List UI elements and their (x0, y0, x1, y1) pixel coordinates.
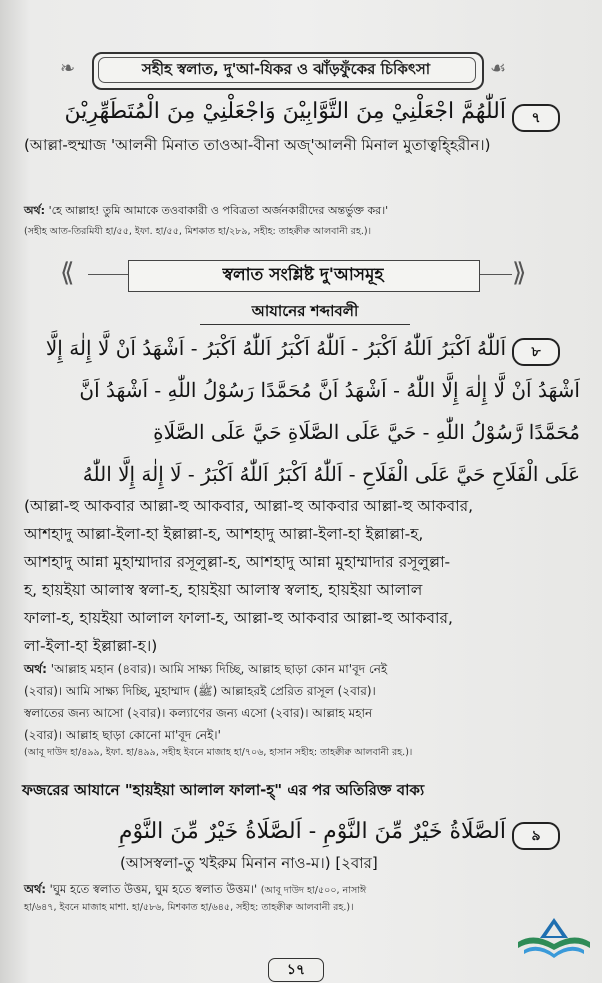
item-number-badge: ৯ (512, 822, 560, 850)
arabic-adhan-line: اَشْهَدُ اَنْ لَّا إِلٰهَ إِلَّا اللّٰهُ - اَشْهَدُ اَنَّ مُحَمَّدًا رَسُوْلُ اللّٰهِ - اَشْهَدُ اَنَّ (79, 378, 580, 402)
transliteration-line: আশহাদু আন্না মুহাম্মাদার রসূলুল্লা-হ, আশহাদু আন্না মুহাম্মাদার রসূলুল্লা- (24, 553, 451, 571)
reference: (সহীহ আত-তিরমিযী হা/৫৫, ইফা. হা/৫৫, মিশকাত হা/২৮৯, সহীহ: তাহক্বীক্ব আলবানী রহ.)। (24, 226, 371, 237)
arabic-dua: اَلصَّلَاةُ خَيْرٌ مِّنَ النَّوْمِ - اَلصَّلَاةُ خَيْرٌ مِّنَ النَّوْمِ (118, 819, 506, 844)
section-subtitle: আযানের শব্দাবলী (251, 302, 359, 320)
arabic-adhan-line: عَلَى الْفَلَاحِ حَيَّ عَلَى الْفَلَاحِ - اَللّٰهُ اَكْبَرُ اَللّٰهُ اَكْبَرُ - لَا إِلٰهَ إِلَّا اللّٰهُ (82, 462, 580, 486)
transliteration-block (24, 492, 580, 660)
transliteration-line: ফালা-হ, হায়ইয়া আলাল ফালা-হ, আল্লা-হু আকবার আল্লা-হু আকবার, (24, 609, 453, 627)
reference: (আবূ দাউদ হা/৪৯৯, ইফা. হা/৪৯৯, সহীহ ইবনে মাজাহ হা/৭০৬, হাসান সহীহ: তাহক্বীক্ব আলবানী রহ.)। (24, 747, 413, 758)
transliteration-line: আশহাদু আল্লা-ইলা-হা ইল্লাল্লা-হ, আশহাদু আল্লা-ইলা-হা ইল্লাল্লা-হ, (24, 525, 424, 543)
banner-ornament-left: ⟪ (60, 258, 75, 288)
arabic-adhan-line: مُحَمَّدًا رَّسُوْلُ اللّٰهِ - حَيَّ عَلَى الصَّلَاةِ حَيَّ عَلَى الصَّلَاةِ (153, 420, 580, 444)
meaning-label: অর্থ: (24, 204, 46, 217)
subtitle-underline (200, 324, 410, 325)
reference: হা/৬৪৭, ইবনে মাজাহ মাশা. হা/৫৮৬, মিশকাত হা/৬৪৫, সহীহ: তাহক্বীক্ব আলবানী রহ.)। (24, 902, 354, 913)
meaning-text: 'ঘুম হতে স্বলাত উত্তম, ঘুম হতে স্বলাত উত্তম।' (49, 882, 258, 896)
reference: (আবূ দাউদ হা/৫০০, নাসাঈ (260, 885, 367, 896)
meaning-label: অর্থ: (24, 882, 47, 896)
banner-ornament-right: ⟫ (512, 258, 527, 288)
meaning-line (24, 658, 580, 680)
item-number-badge: ৭ (512, 104, 560, 132)
page-number: ১৭ (268, 958, 324, 982)
section-title: স্বলাত সংশ্লিষ্ট দু'আসমূহ (222, 265, 384, 285)
banner-rule-right (478, 274, 512, 275)
banner-rule-left (88, 274, 128, 275)
publisher-logo-icon (514, 912, 594, 962)
transliteration: (আল্লা-হুম্মাজ 'আলনী মিনাত তাওআ-বীনা অজ্'আলনী মিনাল মুতাত্বহ্হিরীন।) (24, 136, 491, 154)
arabic-adhan-line: اَللّٰهُ اَكْبَرُ اَللّٰهُ اَكْبَرُ - اَللّٰهُ اَكْبَرُ اَللّٰهُ اَكْبَرُ - اَشْهَدُ اَنْ لَّا إِلٰهَ إِلَّا (45, 336, 506, 360)
meaning-text: 'আল্লাহ মহান (৪বার)। আমি সাক্ষ্য দিচ্ছি, আল্লাহ ছাড়া কোন মা'বূদ নেই (50, 662, 388, 676)
header-ornament-left: ❧ (60, 58, 76, 79)
transliteration-line: (আল্লা-হু আকবার আল্লা-হু আকবার, আল্লা-হু আকবার আল্লা-হু আকবার, (24, 497, 474, 515)
meaning-block (24, 658, 580, 746)
running-header-title: সহীহ স্বলাত, দু'আ-যিকর ও ঝাঁড়ফুঁকের চিকিৎসা (141, 60, 431, 78)
header-ornament-right: ☙ (490, 58, 507, 79)
transliteration: (আসস্বলা-তু খইরুম মিনান নাও-ম।) [২বার] (120, 854, 378, 872)
transliteration-line: হ, হায়ইয়া আলাস্ব স্বলা-হ, হায়ইয়া আলাস্ব স্বলাহ, হায়ইয়া আলাল (24, 581, 423, 599)
meaning-line: (২বার)। আল্লাহ ছাড়া কোনো মা'বূদ নেই।' (24, 728, 221, 742)
item-number-badge: ৮ (512, 338, 560, 366)
transliteration-line: লা-ইলা-হা ইল্লাল্লা-হ।) (24, 637, 158, 655)
meaning-text: 'হে আল্লাহ! তুমি আমাকে তওবাকারী ও পবিত্রতা অর্জনকারীদের অন্তর্ভুক্ত কর।' (48, 204, 389, 217)
meaning-paragraph (24, 880, 514, 899)
meaning-paragraph (24, 202, 580, 220)
fajr-addition-heading: ফজরের আযানে "হায়ইয়া আলাল ফালা-হ্" এর পর অতিরিক্ত বাক্য (22, 781, 425, 799)
meaning-line: স্বলাতের জন্য আসো (২বার)। কল্যাণের জন্য এসো (২বার)। আল্লাহ মহান (24, 706, 373, 720)
meaning-label: অর্থ: (24, 662, 47, 676)
arabic-dua: اَللّٰهُمَّ اجْعَلْنِيْ مِنَ التَّوَّابِيْنَ وَاجْعَلْنِيْ مِنَ الْمُتَطَهِّرِيْنَ (64, 99, 506, 124)
meaning-line: (২বার)। আমি সাক্ষ্য দিচ্ছি, মুহাম্মাদ (ﷺ) আল্লাহরই প্রেরিত রাসূল (২বার)। (24, 684, 376, 698)
